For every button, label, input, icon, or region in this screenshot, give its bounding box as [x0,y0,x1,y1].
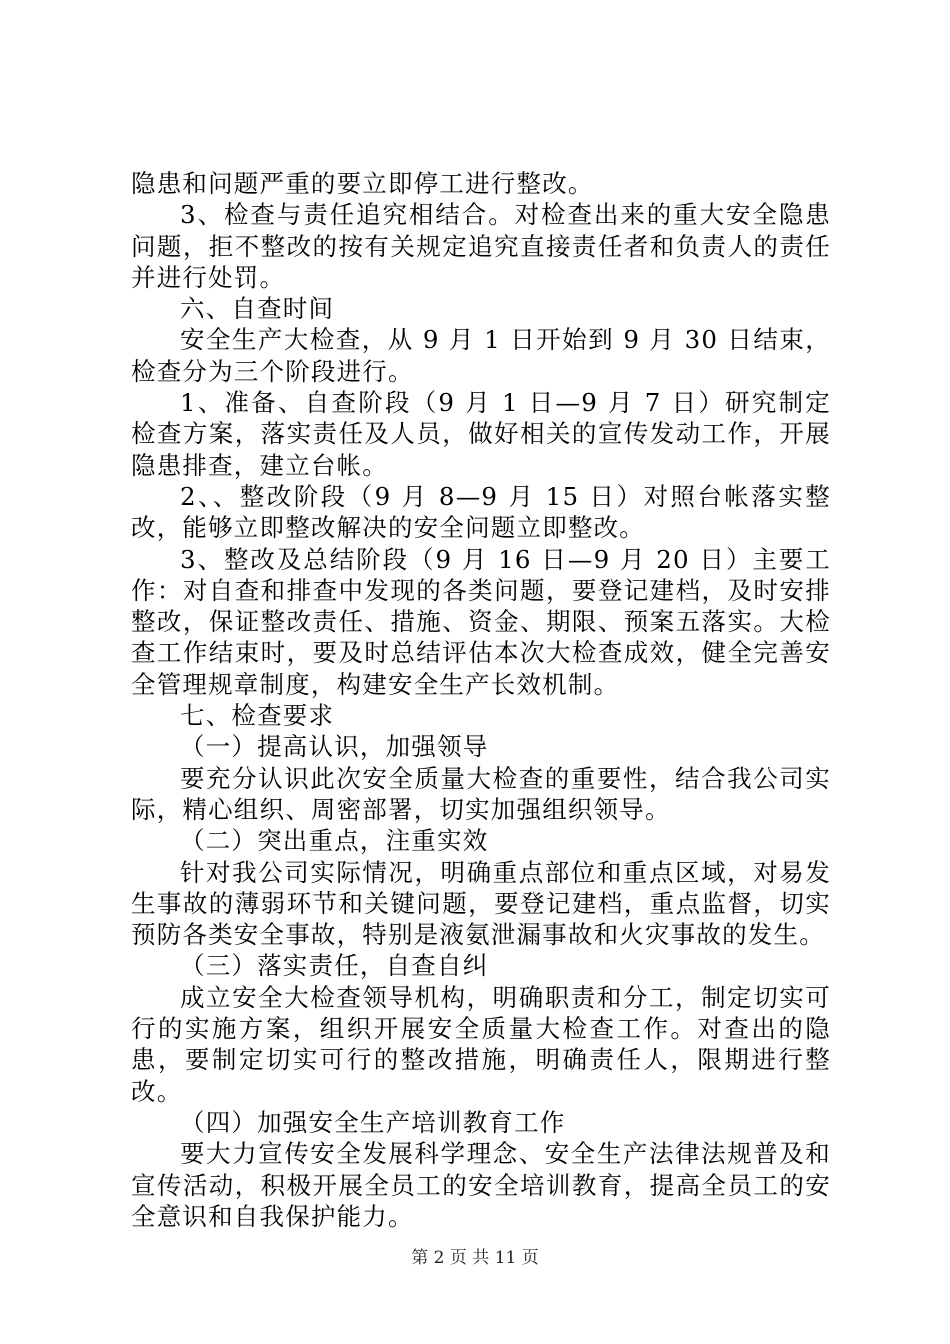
paragraph: 要充分认识此次安全质量大检查的重要性，结合我公司实际，精心组织、周密部署，切实加强组织领导。 [131,763,831,824]
subsection-heading: （三）落实责任，自查自纠 [180,951,489,981]
paragraph: 成立安全大检查领导机构，明确职责和分工，制定切实可行的实施方案，组织开展安全质量大检查工作。对查出的隐患，要制定切实可行的整改措施，明确责任人，限期进行整改。 [131,982,831,1106]
paragraph: 隐患和问题严重的要立即停工进行整改。 [131,169,594,198]
paragraph: 3、检查与责任追究相结合。对检查出来的重大安全隐患问题，拒不整改的按有关规定追究直接责任者和负责人的责任并进行处罚。 [131,200,831,292]
subsection-heading: （四）加强安全生产培训教育工作 [180,1107,566,1137]
paragraph: 安全生产大检查，从 9 月 1 日开始到 9 月 30 日结束，检查分为三个阶段进行。 [131,325,831,386]
subsection-heading: （二）突出重点，注重实效 [180,826,489,856]
subsection-heading: （一）提高认识，加强领导 [180,732,489,762]
section-heading: 六、自查时间 [180,294,335,324]
paragraph: 3、整改及总结阶段（9 月 16 日—9 月 20 日）主要工作：对自查和排查中发现的各类问题，要登记建档，及时安排整改，保证整改责任、措施、资金、期限、预案五落实。大检查工作结束时，要及时总结评估本次大检查成效，健全完善安全管理规章制度，构建安全生产长效机制。 [131,544,831,699]
document-body [131,168,831,1232]
paragraph: 要大力宣传安全发展科学理念、安全生产法律法规普及和宣传活动，积极开展全员工的安全培训教育，提高全员工的安全意识和自我保护能力。 [131,1139,831,1231]
page-number-footer: 第 2 页 共 11 页 [411,1248,539,1268]
paragraph: 2、、整改阶段（9 月 8—9 月 15 日）对照台帐落实整改，能够立即整改解决的安全问题立即整改。 [131,481,831,543]
paragraph: 1、准备、自查阶段（9 月 1 日—9 月 7 日）研究制定检查方案，落实责任及人员，做好相关的宣传发动工作，开展隐患排查，建立台帐。 [131,388,831,480]
paragraph: 针对我公司实际情况，明确重点部位和重点区域，对易发生事故的薄弱环节和关键问题，要登记建档，重点监督，切实预防各类安全事故，特别是液氨泄漏事故和火灾事故的发生。 [131,857,831,950]
section-heading: 七、检查要求 [180,701,335,731]
